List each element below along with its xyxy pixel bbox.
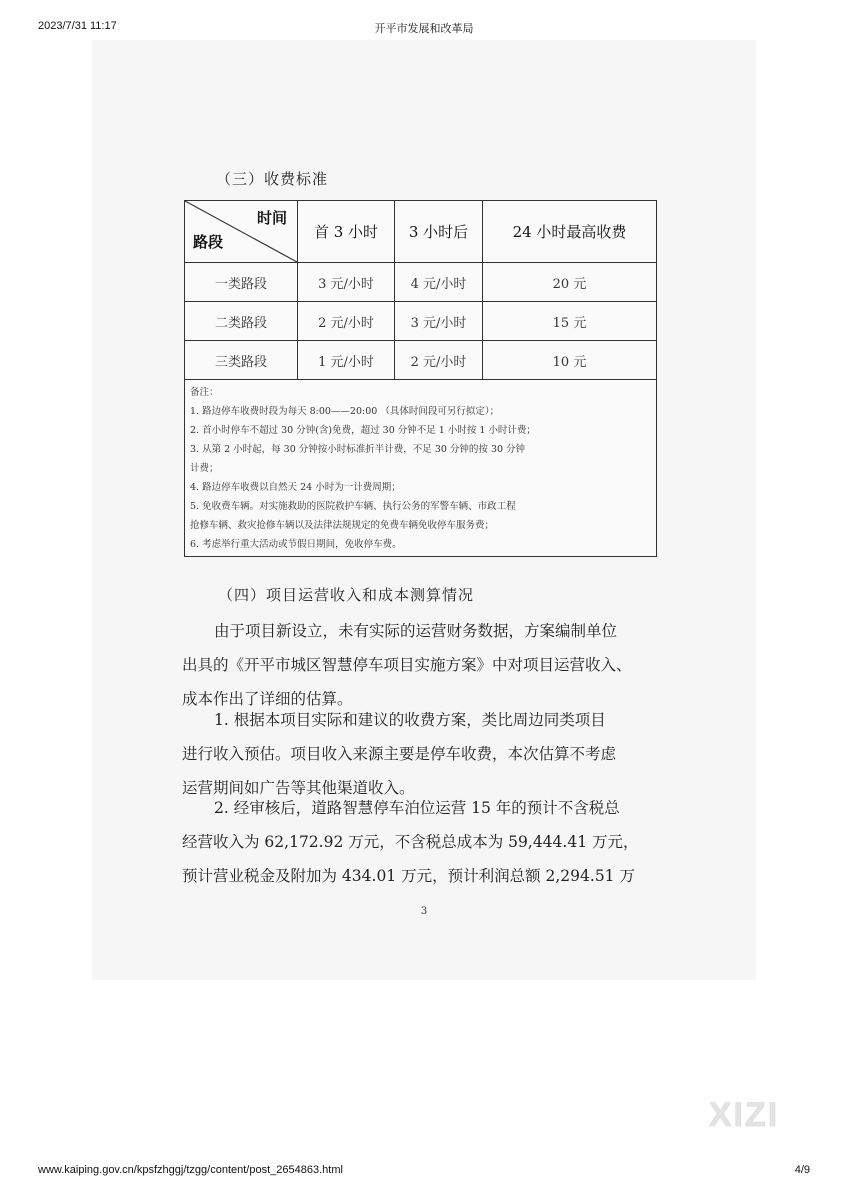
first3-rate-cell: 3 元/小时 [298, 263, 395, 302]
note-line: 5. 免收费车辆。对实施救助的医院救护车辆、执行公务的军警车辆、市政工程 [190, 501, 516, 512]
column-header: 24 小时最高收费 [483, 201, 657, 263]
page-number: 3 [420, 906, 428, 917]
section-heading-revenue: （四）项目运营收入和成本测算情况 [218, 586, 475, 604]
after3-rate-cell: 4 元/小时 [395, 263, 483, 302]
print-header [0, 20, 848, 36]
site-title: 开平市发展和改革局 [374, 23, 474, 35]
notes-row [185, 380, 657, 557]
print-footer [0, 1164, 848, 1180]
column-header: 首 3 小时 [298, 201, 395, 263]
table-header-row [185, 201, 657, 263]
paragraph-item-2 [182, 791, 662, 893]
max24-fee-cell: 20 元 [483, 263, 657, 302]
after3-rate-cell: 2 元/小时 [395, 341, 483, 380]
note-line: 4. 路边停车收费以自然天 24 小时为一计费周期； [190, 482, 401, 493]
note-line: 6. 考虑举行重大活动或节假日期间，免收停车费。 [190, 539, 402, 550]
watermark-text: XIZI [708, 1096, 780, 1134]
after3-rate-cell: 3 元/小时 [395, 302, 483, 341]
table-row [185, 341, 657, 380]
note-line: 抢修车辆、救灾抢修车辆以及法律法规规定的免费车辆免收停车服务费； [190, 520, 495, 531]
table-row [185, 263, 657, 302]
note-line: 2. 首小时停车不超过 30 分钟(含)免费，超过 30 分钟不足 1 小时按 1 小时计费； [190, 425, 536, 436]
corner-label-segment: 路段 [193, 233, 224, 251]
notes-cell [185, 380, 657, 557]
note-line: 3. 从第 2 小时起，每 30 分钟按小时标准折半计费，不足 30 分钟的按 30 分钟 [190, 444, 526, 455]
table-row [185, 302, 657, 341]
paragraph-line: 预计营业税金及附加为 434.01 万元，预计利润总额 2,294.51 万 [182, 867, 635, 885]
paragraph-intro [182, 614, 662, 716]
diagonal-corner-cell [185, 201, 298, 263]
segment-cell: 三类路段 [185, 341, 298, 380]
paragraph-line: 经营收入为 62,172.92 万元，不含税总成本为 59,444.41 万元， [182, 833, 639, 851]
segment-cell: 一类路段 [185, 263, 298, 302]
max24-fee-cell: 15 元 [483, 302, 657, 341]
paragraph-line: 出具的《开平市城区智慧停车项目实施方案》中对项目运营收入、 [182, 656, 632, 674]
paragraph-line: 成本作出了详细的估算。 [182, 690, 353, 708]
note-line: 计费； [190, 463, 219, 474]
paragraph-line: 运营期间如广告等其他渠道收入。 [182, 779, 415, 797]
first3-rate-cell: 2 元/小时 [298, 302, 395, 341]
max24-fee-cell: 10 元 [483, 341, 657, 380]
print-datetime: 2023/7/31 11:17 [38, 20, 117, 32]
paragraph-line: 1. 根据本项目实际和建议的收费方案，类比周边同类项目 [214, 711, 606, 729]
note-line: 1. 路边停车收费时段为每天 8:00——20:00 （具体时间段可另行拟定）； [190, 406, 500, 417]
first3-rate-cell: 1 元/小时 [298, 341, 395, 380]
corner-label-time: 时间 [256, 209, 287, 227]
page-counter: 4/9 [794, 1164, 810, 1176]
segment-cell: 二类路段 [185, 302, 298, 341]
notes-title: 备注： [190, 387, 219, 398]
xizi-watermark-logo [688, 1094, 800, 1134]
paragraph-line: 2. 经审核后，道路智慧停车泊位运营 15 年的预计不含税总 [214, 799, 620, 817]
section-heading-fees: （三）收费标准 [216, 170, 329, 188]
paragraph-line: 进行收入预估。项目收入来源主要是停车收费，本次估算不考虑 [182, 745, 617, 763]
paragraph-line: 由于项目新设立，未有实际的运营财务数据，方案编制单位 [214, 622, 618, 640]
fee-standard-table [184, 200, 657, 557]
paragraph-item-1 [182, 703, 662, 805]
column-header: 3 小时后 [395, 201, 483, 263]
page-url-link[interactable]: www.kaiping.gov.cn/kpsfzhggj/tzgg/content/post_2654863.html [38, 1164, 343, 1176]
